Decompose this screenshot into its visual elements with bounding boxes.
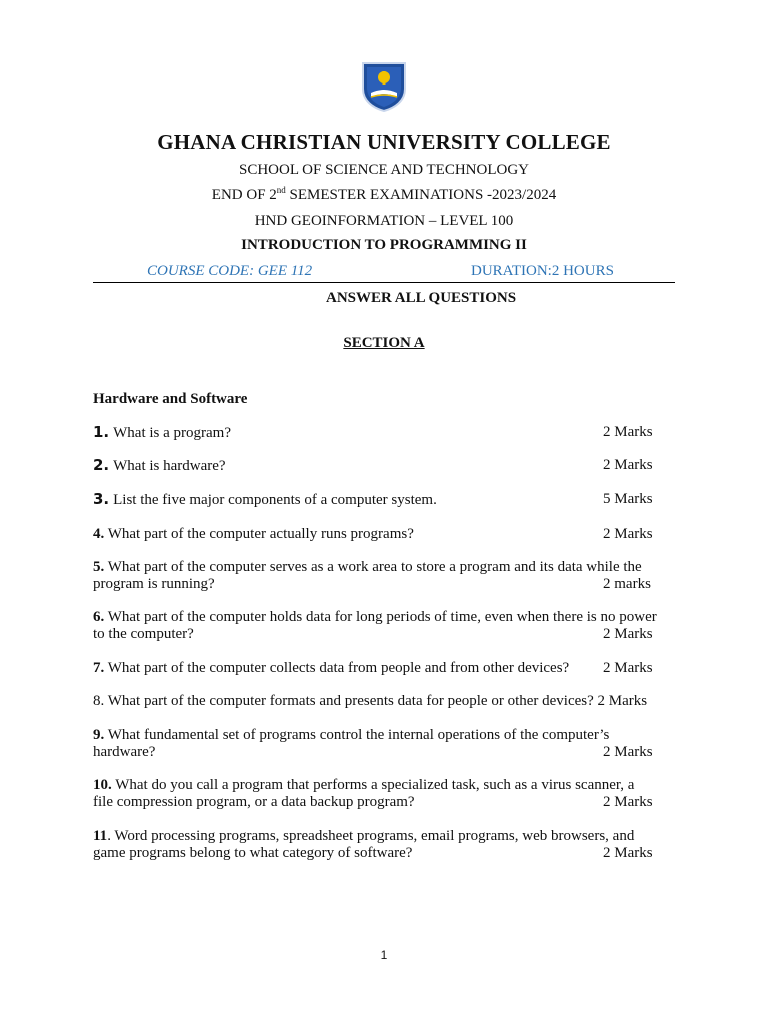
topic-heading: Hardware and Software [93, 391, 248, 407]
question-6: 6. What part of the computer holds data for long periods of time, even when there is no power to the computer? 2 Marks [93, 609, 657, 642]
course-title: INTRODUCTION TO PROGRAMMING II [241, 237, 527, 253]
exam-title: END OF 2nd SEMESTER EXAMINATIONS -2023/2024 [211, 185, 557, 203]
university-crest-logo [357, 59, 411, 113]
question-11: 11. Word processing programs, spreadsheet programs, email programs, web browsers, and game programs belong to what category of software? 2 Marks [93, 828, 653, 861]
university-name: GHANA CHRISTIAN UNIVERSITY COLLEGE [157, 130, 611, 154]
instructions: ANSWER ALL QUESTIONS [326, 290, 517, 306]
section-heading: SECTION A [343, 335, 425, 351]
question-7: 7. What part of the computer collects data from people and from other devices? 2 Marks [93, 660, 653, 676]
exam-duration: DURATION:2 HOURS [471, 263, 614, 279]
page-number: 1 [380, 948, 388, 962]
question-3: 3. List the five major components of a computer system. 5 Marks [93, 490, 653, 508]
question-1: 1. What is a program? 2 Marks [93, 423, 653, 441]
question-2: 2. What is hardware? 2 Marks [93, 456, 653, 474]
question-9: 9. What fundamental set of programs control the internal operations of the computer’s hardware? 2 Marks [93, 727, 653, 760]
question-8: 8. What part of the computer formats and presents data for people or other devices? 2 Marks [93, 693, 648, 709]
header-divider [93, 282, 675, 283]
programme-level: HND GEOINFORMATION – LEVEL 100 [254, 213, 514, 229]
school-name: SCHOOL OF SCIENCE AND TECHNOLOGY [238, 162, 530, 178]
question-4: 4. What part of the computer actually runs programs? 2 Marks [93, 526, 653, 542]
question-5: 5. What part of the computer serves as a work area to store a program and its data while the program is running? 2 marks [93, 559, 651, 592]
course-code: COURSE CODE: GEE 112 [147, 263, 313, 279]
question-10: 10. What do you call a program that performs a specialized task, such as a virus scanner, a file compression program, or a data backup program? 2 Marks [93, 777, 653, 810]
